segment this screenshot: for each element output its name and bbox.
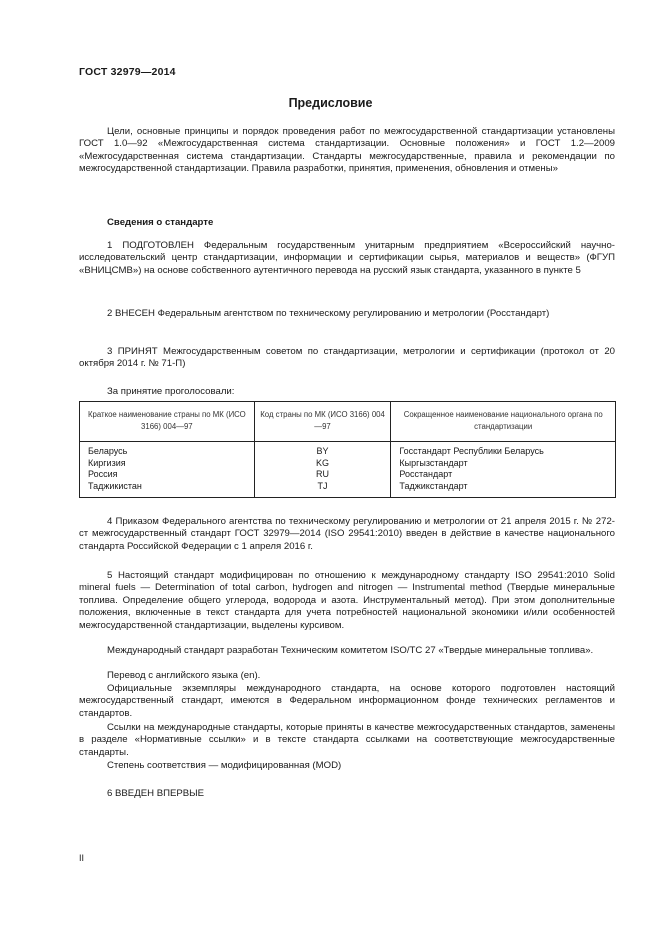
country-cell: Таджикистан xyxy=(80,481,255,498)
body-cell: Росстандарт xyxy=(391,469,616,481)
table-row xyxy=(80,469,616,481)
header-country-code: Код страны по МК (ИСО 3166) 004—97 xyxy=(254,402,391,442)
item-6-introduced: 6 ВВЕДЕН ВПЕРВЫЕ xyxy=(107,788,205,799)
document-code-header: ГОСТ 32979—2014 xyxy=(79,66,176,78)
votes-table xyxy=(79,401,616,498)
table-row xyxy=(80,481,616,498)
info-heading: Сведения о стандарте xyxy=(107,217,214,228)
code-cell: BY xyxy=(254,442,391,458)
table-header-row xyxy=(80,402,616,442)
item-5-translation: Перевод с английского языка (en). xyxy=(107,670,261,681)
item-5-technical-committee: Международный стандарт разработан Техническим комитетом ISO/TC 27 «Твердые минеральные топлива». xyxy=(107,645,594,656)
page-number: II xyxy=(79,853,85,863)
item-5-degree: Степень соответствия — модифицированная (MOD) xyxy=(107,760,342,771)
intro-paragraph: Цели, основные принципы и порядок проведения работ по межгосударственной стандартизации установлены ГОСТ 1.0—92 «Межгосударственная система стандартизации. Основные положения» и ГОСТ 1.2—2009 «Межгосударственная система стандартизации. Стандарты межгосударственные, правила и рекомендации по межгосударственной стандартизации. Правила разработки, принятия, применения, обновления и отмены» xyxy=(79,126,615,175)
item-4-order: 4 Приказом Федерального агентства по техническому регулированию и метрологии от 21 апреля 2015 г. № 272-ст межгосударственный стандарт ГОСТ 32979—2014 (ISO 29541:2010) введен в действие в качестве национального стандарта Российской Федерации с 1 апреля 2016 г. xyxy=(79,516,615,552)
header-national-body: Сокращенное наименование национального органа по стандартизации xyxy=(391,402,616,442)
header-country-name: Краткое наименование страны по МК (ИСО 3166) 004—97 xyxy=(80,402,255,442)
code-cell: RU xyxy=(254,469,391,481)
body-cell: Кыргызстандарт xyxy=(391,458,616,470)
table-row xyxy=(80,458,616,470)
item-5-modified: 5 Настоящий стандарт модифицирован по отношению к международному стандарту ISO 29541:2010 Solid mineral fuels — Determination of total carbon, hydrogen and nitrogen — Instrumental method (Твердые минеральные топлива. Определение общего углерода, водорода и азота. Инструментальный метод). При этом дополнительные положения, включенные в текст стандарта для учета потребностей национальной экономики и/или особенностей межгосударственной стандартизации, выделены курсивом. xyxy=(79,570,615,631)
code-cell: TJ xyxy=(254,481,391,498)
code-cell: KG xyxy=(254,458,391,470)
country-cell: Беларусь xyxy=(80,442,255,458)
item-3-adopted: 3 ПРИНЯТ Межгосударственным советом по стандартизации, метрологии и сертификации (протокол от 20 октября 2014 г. № 71-П) xyxy=(79,346,615,370)
country-cell: Киргизия xyxy=(80,458,255,470)
item-2-submitted: 2 ВНЕСЕН Федеральным агентством по техническому регулированию и метрологии (Росстандарт) xyxy=(107,308,550,319)
body-cell: Госстандарт Республики Беларусь xyxy=(391,442,616,458)
votes-label: За принятие проголосовали: xyxy=(107,386,235,397)
item-5-official-copies: Официальные экземпляры международного стандарта, на основе которого подготовлен настоящий межгосударственный стандарт, имеются в Федеральном информационном фонде технических регламентов и стандартов. xyxy=(79,683,615,719)
country-cell: Россия xyxy=(80,469,255,481)
table-row xyxy=(80,442,616,458)
page-title: Предисловие xyxy=(288,96,373,110)
body-cell: Таджикстандарт xyxy=(391,481,616,498)
item-1-prepared: 1 ПОДГОТОВЛЕН Федеральным государственным унитарным предприятием «Всероссийский научно-исследовательский центр стандартизации, информации и сертификации сырья, материалов и веществ» (ФГУП «ВНИЦСМВ») на основе собственного аутентичного перевода на русский язык стандарта, указанного в пункте 5 xyxy=(79,240,615,276)
item-5-references: Ссылки на международные стандарты, которые приняты в качестве межгосударственных стандартов, заменены в разделе «Нормативные ссылки» и в тексте стандарта ссылками на соответствующие межгосударственные стандарты. xyxy=(79,722,615,758)
